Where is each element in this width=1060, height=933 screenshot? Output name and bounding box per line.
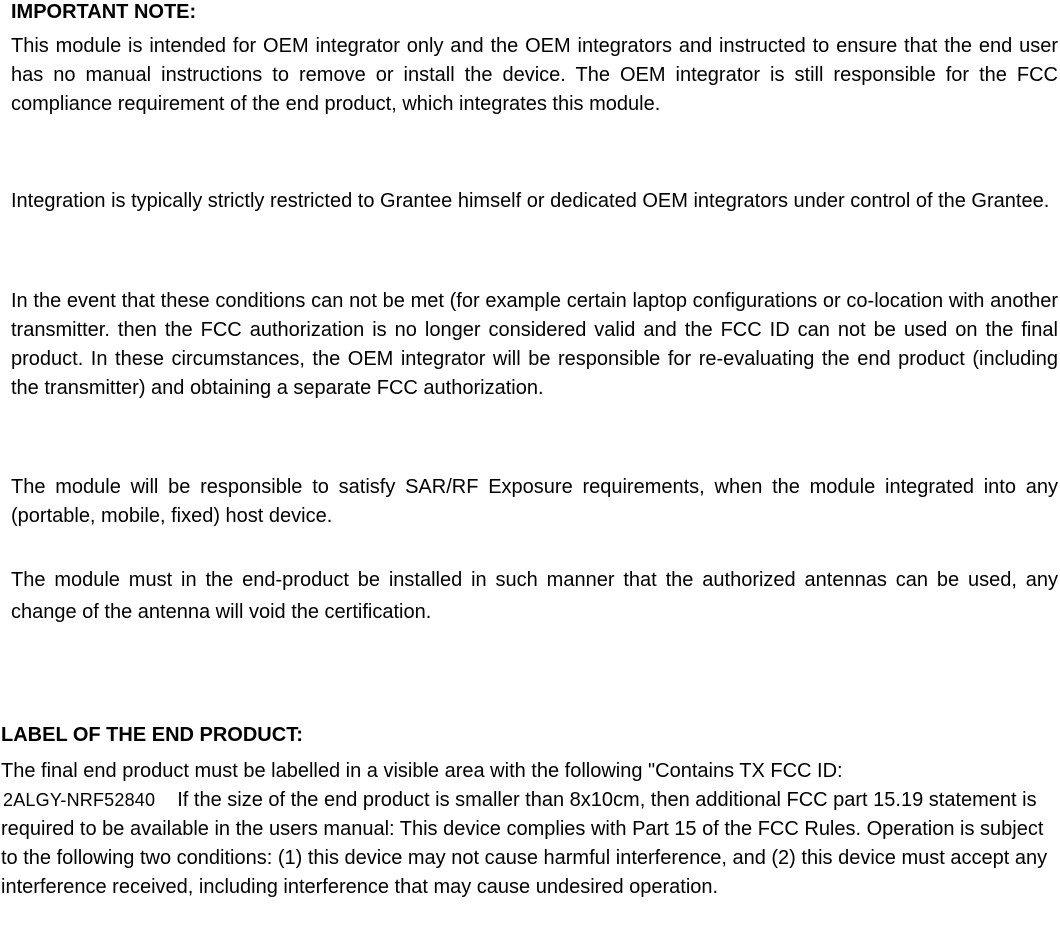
label-intro-text: The final end product must be labelled in a visible area with the following "Contains TX FCC ID: [1,760,843,782]
label-section-text [1,757,1058,902]
important-note-paragraph-4: The module will be responsible to satisfy SAR/RF Exposure requirements, when the module integrated into any (portable, mobile, fixed) host device. [11,476,1058,527]
label-body-text: If the size of the end product is smaller than 8x10cm, then additional FCC part 15.19 statement is required to be available in the users manual: This device complies with Part 15 of the FCC Rules. Operation is subject to the following two conditions: (1) this device may not cause harmful interference, and (2) this device must accept any interference received, including interference that may cause undesired operation. [1,789,1048,898]
important-note-paragraph-2: Integration is typically strictly restricted to Grantee himself or dedicated OEM integrators under control of the Grantee. [11,190,1050,212]
important-note-paragraph-5: The module must in the end-product be installed in such manner that the authorized antennas can be used, any change of the antenna will void the certification. [11,569,1058,623]
label-section-heading: LABEL OF THE END PRODUCT: [1,724,303,746]
fcc-id-value: 2ALGY-NRF52840 [3,790,156,810]
important-note-paragraph-1: This module is intended for OEM integrator only and the OEM integrators and instructed to ensure that the end user has no manual instructions to remove or install the device. The OEM integrator is still responsible for the FCC compliance requirement of the end product, which integrates this module. [11,35,1058,115]
important-note-paragraph-3: In the event that these conditions can not be met (for example certain laptop configurations or co-location with another transmitter. then the FCC authorization is no longer considered valid and the FCC ID can not be used on the final product. In these circumstances, the OEM integrator will be responsible for re-evaluating the end product (including the transmitter) and obtaining a separate FCC authorization. [11,290,1058,399]
important-note-heading: IMPORTANT NOTE: [11,1,197,23]
